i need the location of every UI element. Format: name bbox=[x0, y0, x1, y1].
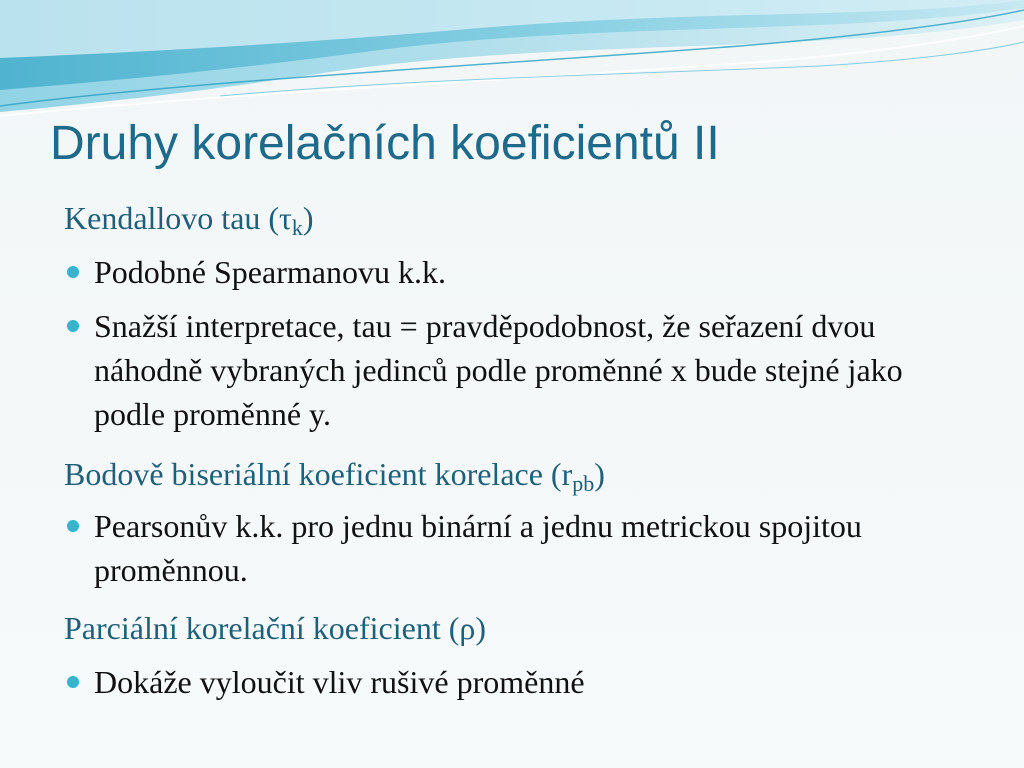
section-partial bbox=[64, 606, 964, 704]
bullet-item: Pearsonův k.k. pro jednu binární a jednu metrickou spojitou proměnnou. bbox=[64, 504, 964, 592]
bullet-list bbox=[64, 660, 964, 704]
section-heading: Kendallovo tau $(\tau_k)$ bbox=[64, 200, 314, 240]
decorative-wave-header bbox=[0, 0, 1024, 120]
section-heading: Bodově biseriální koeficient korelace $(r_{pb})$ bbox=[64, 456, 605, 496]
bullet-icon bbox=[67, 266, 79, 278]
section-kendall bbox=[64, 196, 964, 436]
bullet-item: Podobné Spearmanovu k.k. bbox=[64, 250, 964, 294]
slide-title: Druhy korelačních koeficientů II bbox=[50, 117, 720, 170]
bullet-item: Snažší interpretace, tau = pravděpodobnost, že seřazení dvou náhodně vybraných jedinců podle proměnné x bude stejné jako podle proměnné y. bbox=[64, 304, 964, 436]
bullet-icon bbox=[67, 520, 79, 532]
bullet-list bbox=[64, 250, 964, 436]
slide-content bbox=[64, 196, 964, 704]
bullet-item: Dokáže vyloučit vliv rušivé proměnné bbox=[64, 660, 964, 704]
bullet-list bbox=[64, 504, 964, 592]
section-point-biserial bbox=[64, 452, 964, 592]
bullet-icon bbox=[67, 320, 79, 332]
bullet-icon bbox=[67, 676, 79, 688]
section-heading: Parciální korelační koeficient (ρ) bbox=[64, 610, 486, 646]
